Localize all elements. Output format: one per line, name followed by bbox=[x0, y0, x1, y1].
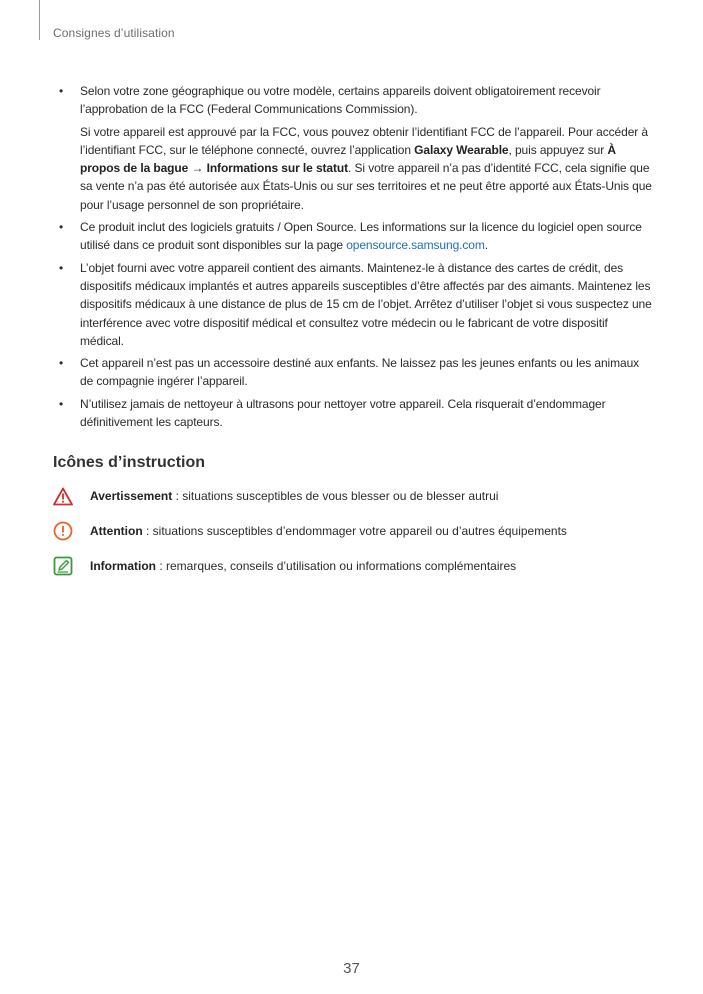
note-pencil-icon bbox=[53, 556, 73, 576]
icon-legend-desc: : remarques, conseils d’utilisation ou informations complémentaires bbox=[156, 559, 517, 574]
section-title: Icônes d’instruction bbox=[53, 454, 206, 472]
bullet-dot: • bbox=[59, 260, 64, 275]
icon-legend-label: Information bbox=[90, 559, 156, 574]
list-item bbox=[53, 395, 653, 432]
page-number: 37 bbox=[343, 960, 360, 977]
bullet-dot: • bbox=[59, 84, 64, 98]
bullet-dot: • bbox=[59, 356, 64, 371]
bullet-dot: • bbox=[59, 220, 64, 235]
icon-legend-text bbox=[90, 559, 516, 573]
icon-legend-desc: : situations susceptibles d’endommager votre appareil ou d’autres équipements bbox=[142, 524, 567, 539]
text-run: Cet appareil n’est pas un accessoire destiné aux enfants. Ne laissez pas les jeunes enfants ou les animaux de compagnie ingérer l’appareil. bbox=[80, 356, 640, 389]
text-run: , puis appuyez sur bbox=[508, 142, 608, 157]
opensource-link[interactable]: opensource.samsung.com bbox=[346, 238, 485, 253]
icon-legend-label: Attention bbox=[90, 524, 143, 539]
bullet-dot: • bbox=[59, 396, 64, 411]
page-header: Consignes d’utilisation bbox=[53, 26, 175, 40]
icon-legend-warning bbox=[53, 486, 653, 506]
bold-text: Galaxy Wearable bbox=[414, 142, 509, 157]
caution-circle-icon bbox=[53, 521, 73, 541]
bold-text: Informations sur le statut bbox=[206, 161, 349, 176]
text-run: . bbox=[484, 238, 488, 253]
text-run: . Si votre appareil n’a pas d’identité FCC, cela signifie que sa vente n’a pas été autorisée aux États-Unis ou sur ses territoires et ne peut être apporté aux États-Unis que pour l’usage personnel de son propriétaire. bbox=[80, 161, 652, 212]
page-content bbox=[53, 82, 653, 591]
list-item bbox=[53, 259, 653, 350]
warning-triangle-icon bbox=[53, 486, 73, 506]
list-item bbox=[53, 218, 653, 255]
list-item bbox=[53, 354, 653, 391]
list-item bbox=[53, 82, 653, 214]
text-run: N’utilisez jamais de nettoyeur à ultrasons pour nettoyer votre appareil. Cela risquerait d’endommager définitivement les capteurs. bbox=[80, 396, 606, 430]
bullet-list bbox=[53, 82, 653, 431]
text-run: Si votre appareil est approuvé par la FCC, vous pouvez obtenir l’identifiant FCC de l’appareil. Pour accéder à l’identifiant FCC, sur le téléphone connecté, ouvrez l’application bbox=[80, 124, 648, 157]
icon-legend-caution bbox=[53, 521, 653, 541]
side-rule bbox=[39, 0, 40, 40]
text-run: Ce produit inclut des logiciels gratuits / Open Source. Les informations sur la licence du logiciel open source utilisé dans ce produit sont disponibles sur la page bbox=[80, 220, 642, 253]
icon-legend-text bbox=[90, 524, 567, 538]
paragraph bbox=[80, 123, 653, 214]
icon-legend-desc: : situations susceptibles de vous blesser ou de blesser autrui bbox=[172, 489, 499, 504]
paragraph: Selon votre zone géographique ou votre modèle, certains appareils doivent obligatoirement recevoir l’approbation de la FCC (Federal Communications Commission). bbox=[80, 84, 601, 117]
arrow-separator: → bbox=[188, 161, 207, 176]
bold-text: À propos de la bague bbox=[80, 142, 616, 176]
icon-legend-text bbox=[90, 489, 498, 503]
text-run: L’objet fourni avec votre appareil contient des aimants. Maintenez-le à distance des cartes de crédit, des dispositifs médicaux implantés et autres appareils susceptibles d’être affectés par des aimants. Maintenez les dispositifs médicaux à une distance de plus de 15 cm de l’objet. Arrêtez d’utiliser l’objet si vous suspectez une interférence avec votre dispositif médical et consultez votre médecin ou le fabricant de votre dispositif médical. bbox=[80, 260, 652, 348]
icon-legend-information bbox=[53, 556, 653, 576]
icon-legend-label: Avertissement bbox=[90, 489, 173, 504]
